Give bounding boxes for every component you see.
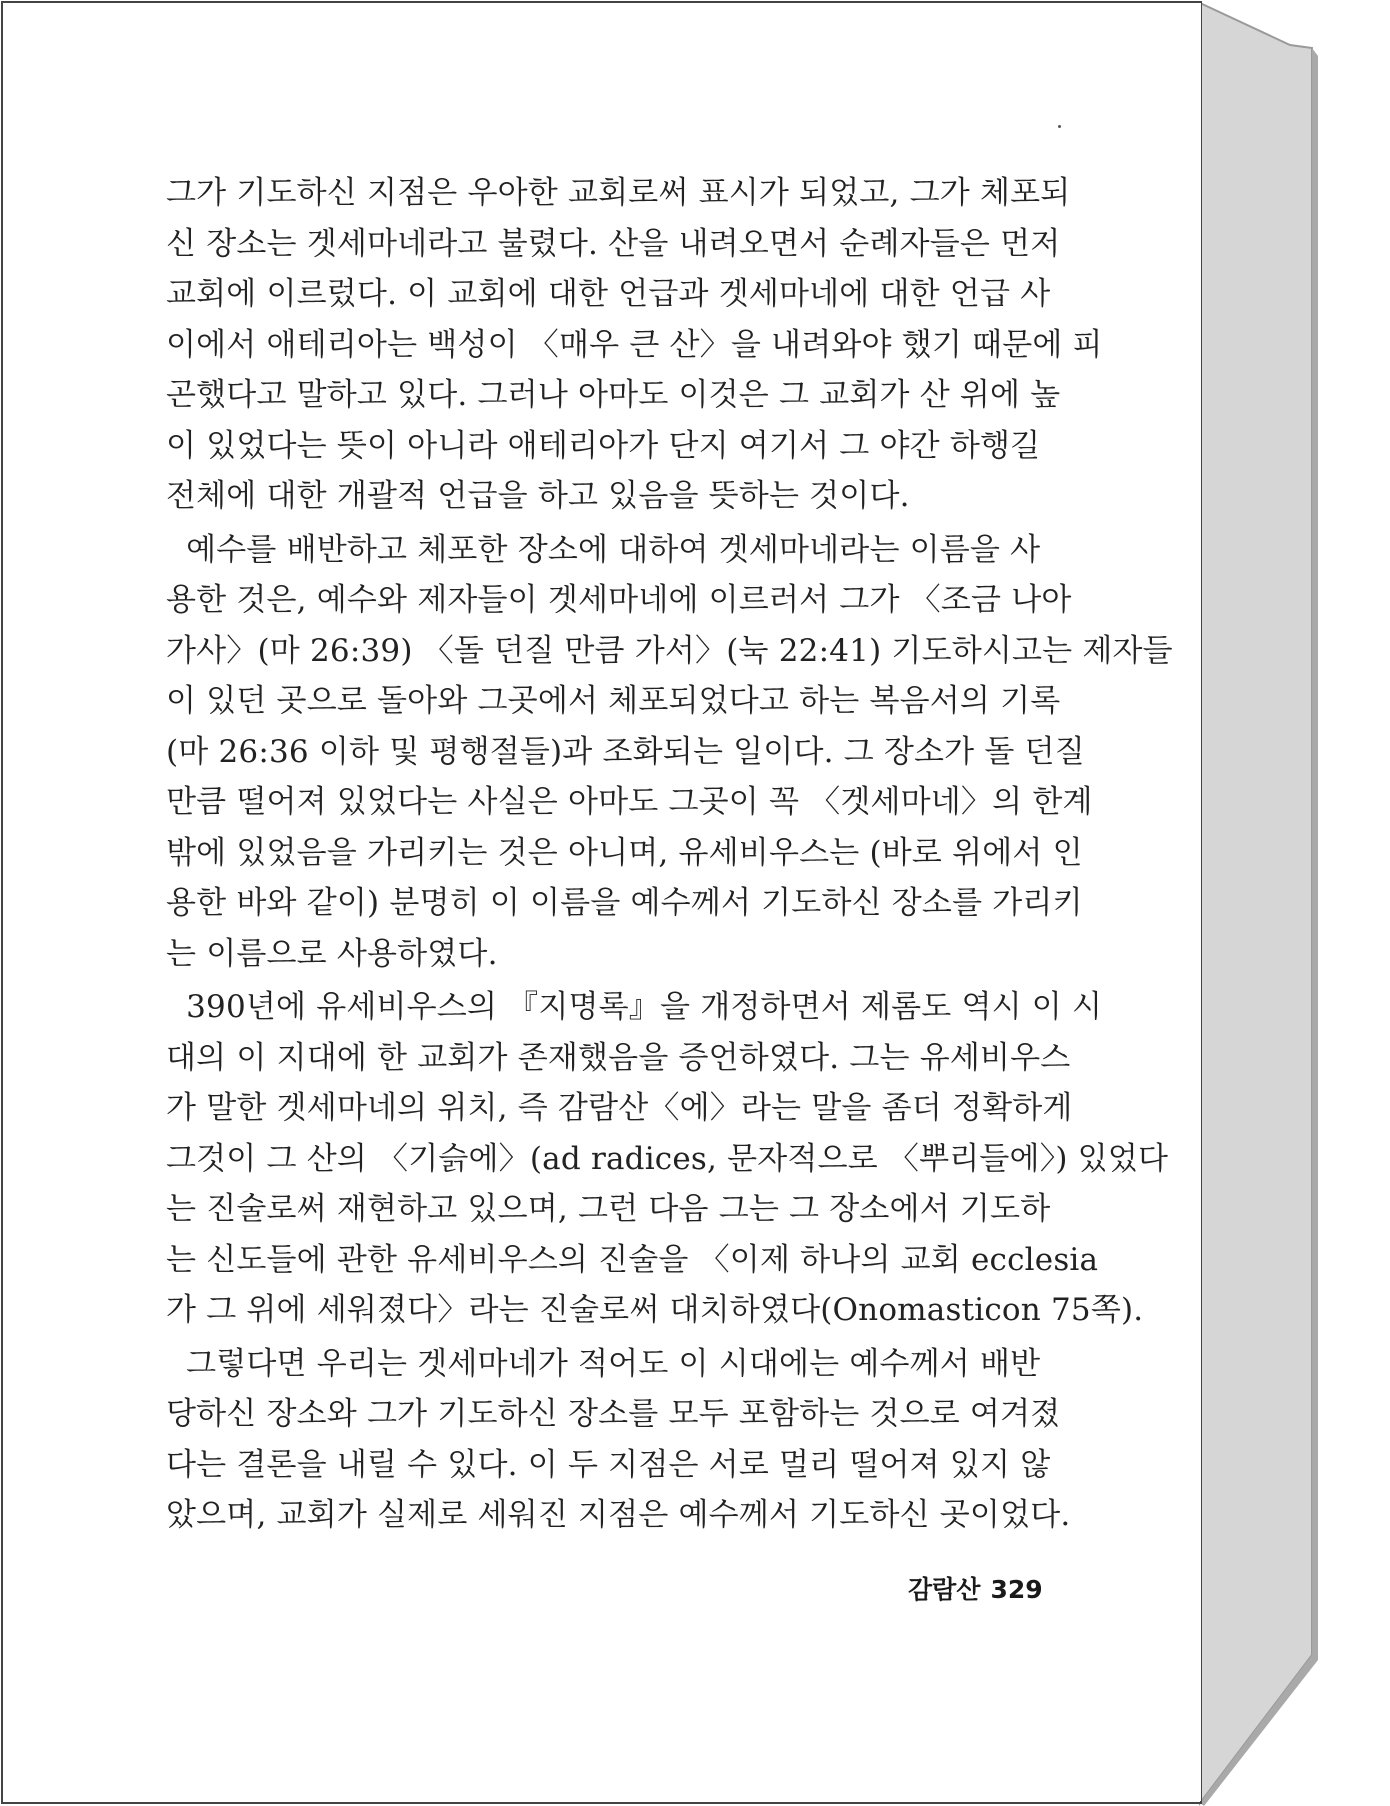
text-line: 대의 이 지대에 한 교회가 존재했음을 증언하였다. 그는 유세비우스 [166,1039,1071,1076]
paragraph-1 [166,168,1103,522]
text-line: 는 신도들에 관한 유세비우스의 진술을 〈이제 하나의 교회 ecclesia [166,1241,1099,1278]
text-line: 신 장소는 겟세마네라고 불렸다. 산을 내려오면서 순례자들은 먼저 [166,225,1061,262]
text-line: 교회에 이르렀다. 이 교회에 대한 언급과 겟세마네에 대한 언급 사 [166,276,1051,312]
text-line: 는 진술로써 재현하고 있으며, 그런 다음 그는 그 장소에서 기도하 [166,1191,1051,1227]
text-line: 다는 결론을 내릴 수 있다. 이 두 지점은 서로 멀리 떨어져 있지 않 [166,1446,1051,1483]
scan-speck [1058,125,1061,128]
text-line: 용한 바와 같이) 분명히 이 이름을 예수께서 기도하신 장소를 가리키 [166,885,1083,921]
text-line: (마 26:36 이하 및 평행절들)과 조화되는 일이다. 그 장소가 돌 던질 [166,733,1085,770]
body-text [166,168,1173,1541]
paragraph-4 [166,1339,1071,1541]
text-line: 이에서 애테리아는 백성이 〈매우 큰 산〉을 내려와야 했기 때문에 피 [166,326,1103,363]
text-line: 이 있던 곳으로 돌아와 그곳에서 체포되었다고 하는 복음서의 기록 [166,683,1061,719]
text-line: 곤했다고 말하고 있다. 그러나 아마도 이것은 그 교회가 산 위에 높 [166,377,1061,413]
page-footer [908,1570,1053,1606]
text-line: 390년에 유세비우스의 『지명록』을 개정하면서 제롬도 역시 이 시 [166,989,1103,1025]
text-line: 예수를 배반하고 체포한 장소에 대하여 겟세마네라는 이름을 사 [166,531,1041,568]
text-line: 았으며, 교회가 실제로 세워진 지점은 예수께서 기도하신 곳이었다. [166,1497,1071,1533]
text-line: 만큼 떨어져 있었다는 사실은 아마도 그곳이 꼭 〈겟세마네〉의 한계 [166,784,1093,820]
text-line: 용한 것은, 예수와 제자들이 겟세마네에 이르러서 그가 〈조금 나아 [166,582,1072,618]
text-line: 전체에 대한 개괄적 언급을 하고 있음을 뜻하는 것이다. [166,478,910,514]
book-fore-edge [1200,3,1312,1803]
running-head: 감람산 [908,1575,981,1604]
text-line: 그것이 그 산의 〈기슭에〉(ad radices, 문자적으로 〈뿌리들에〉) 있었다 [166,1140,1169,1177]
text-line: 밖에 있었음을 가리키는 것은 아니며, 유세비우스는 (바로 위에서 인 [166,834,1083,871]
text-line: 그가 기도하신 지점은 우아한 교회로써 표시가 되었고, 그가 체포되 [166,175,1071,211]
text-line: 그렇다면 우리는 겟세마네가 적어도 이 시대에는 예수께서 배반 [166,1345,1041,1382]
text-line: 이 있었다는 뜻이 아니라 애테리아가 단지 여기서 그 야간 하행길 [166,427,1041,464]
text-line: 당하신 장소와 그가 기도하신 장소를 모두 포함하는 것으로 여겨졌 [166,1396,1061,1432]
text-line: 가 그 위에 세워졌다〉라는 진술로써 대치하였다(Onomasticon 75쪽). [166,1292,1144,1328]
text-line: 가 말한 겟세마네의 위치, 즉 감람산〈에〉라는 말을 좀더 정확하게 [166,1090,1073,1126]
text-line: 는 이름으로 사용하였다. [166,935,498,972]
page-number: 329 [990,1575,1043,1604]
text-line: 가사〉(마 26:39) 〈돌 던질 만큼 가서〉(눅 22:41) 기도하시고는 제자들 [166,632,1173,669]
paragraph-2 [166,525,1173,980]
paragraph-3 [166,982,1169,1336]
